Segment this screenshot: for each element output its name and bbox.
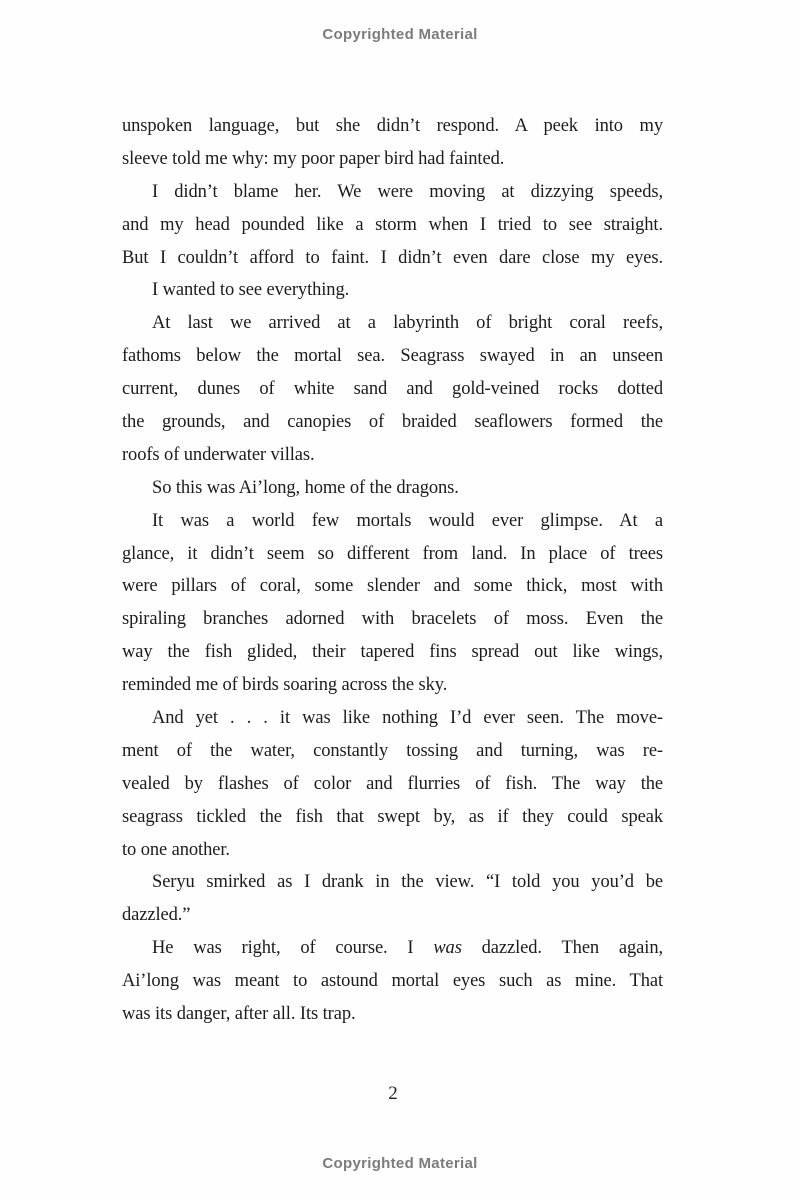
copyright-footer: Copyrighted Material [322, 1155, 478, 1172]
text-segment: spiraling branches adorned with bracelets of moss. Even the [122, 609, 663, 630]
paragraph [122, 932, 663, 1031]
text-segment: ment of the water, constantly tossing and turning, was re- [122, 740, 663, 761]
paragraph [122, 274, 663, 307]
text-line [122, 439, 663, 472]
text-segment: the grounds, and canopies of braided seaflowers formed the [122, 412, 663, 433]
text-line [122, 209, 663, 242]
text-line [122, 110, 663, 143]
text-line [122, 176, 663, 209]
paragraph [122, 472, 663, 505]
text-segment: I wanted to see everything. [152, 280, 350, 301]
text-line [122, 373, 663, 406]
text-segment: fathoms below the mortal sea. Seagrass swayed in an unseen [122, 346, 663, 367]
text-line [122, 932, 663, 965]
text-segment: to one another. [122, 839, 230, 860]
text-line [122, 340, 663, 373]
text-segment: seagrass tickled the fish that swept by, as if they could speak [122, 806, 663, 827]
text-segment: vealed by flashes of color and flurries of fish. The way the [122, 773, 663, 794]
text-segment: Seryu smirked as I drank in the view. “I told you you’d be [152, 872, 663, 893]
paragraph [122, 307, 663, 471]
text-line [122, 899, 663, 932]
text-segment: and my head pounded like a storm when I tried to see straight. [122, 214, 663, 235]
text-segment: sleeve told me why: my poor paper bird had fainted. [122, 148, 505, 169]
page-number: 2 [388, 1083, 398, 1104]
text-segment: was its danger, after all. Its trap. [122, 1004, 356, 1025]
text-line [122, 998, 663, 1031]
text-segment: reminded me of birds soaring across the sky. [122, 675, 448, 696]
text-segment: unspoken language, but she didn’t respond. A peek into my [122, 116, 663, 136]
text-segment: current, dunes of white sand and gold-veined rocks dotted [122, 379, 663, 400]
text-segment: So this was Ai’long, home of the dragons. [152, 477, 459, 498]
text-line [122, 603, 663, 636]
text-line [122, 570, 663, 603]
paragraph [122, 866, 663, 932]
text-line [122, 406, 663, 439]
text-line [122, 965, 663, 998]
paragraph [122, 702, 663, 866]
text-line [122, 274, 663, 307]
text-segment: At last we arrived at a labyrinth of bright coral reefs, [152, 313, 663, 334]
italic-text-segment: was [433, 938, 462, 959]
text-line [122, 669, 663, 702]
text-segment: way the fish glided, their tapered fins spread out like wings, [122, 642, 663, 663]
text-line [122, 307, 663, 340]
paragraph [122, 110, 663, 176]
text-segment: were pillars of coral, some slender and some thick, most with [122, 576, 663, 597]
text-line [122, 768, 663, 801]
paragraph [122, 505, 663, 702]
text-line [122, 242, 663, 275]
text-line [122, 636, 663, 669]
text-segment: Ai’long was meant to astound mortal eyes such as mine. That [122, 971, 663, 992]
text-line [122, 472, 663, 505]
text-line [122, 834, 663, 867]
text-segment: And yet . . . it was like nothing I’d ever seen. The move- [152, 708, 663, 729]
text-line [122, 143, 663, 176]
text-line [122, 735, 663, 768]
page-body-text [122, 110, 663, 1031]
text-line [122, 866, 663, 899]
text-segment: roofs of underwater villas. [122, 444, 315, 465]
text-line [122, 801, 663, 834]
paragraph [122, 176, 663, 275]
text-segment: glance, it didn’t seem so different from land. In place of trees [122, 543, 663, 564]
text-line [122, 702, 663, 735]
text-segment: It was a world few mortals would ever glimpse. At a [152, 510, 663, 531]
text-segment: dazzled.” [122, 905, 191, 926]
text-segment: He was right, of course. I [152, 938, 434, 959]
text-segment: I didn’t blame her. We were moving at dizzying speeds, [152, 181, 663, 202]
text-segment: dazzled. Then again, [461, 938, 663, 959]
text-segment: But I couldn’t afford to faint. I didn’t even dare close my eyes. [122, 247, 663, 268]
copyright-header: Copyrighted Material [322, 26, 478, 43]
text-line [122, 505, 663, 538]
text-line [122, 538, 663, 571]
